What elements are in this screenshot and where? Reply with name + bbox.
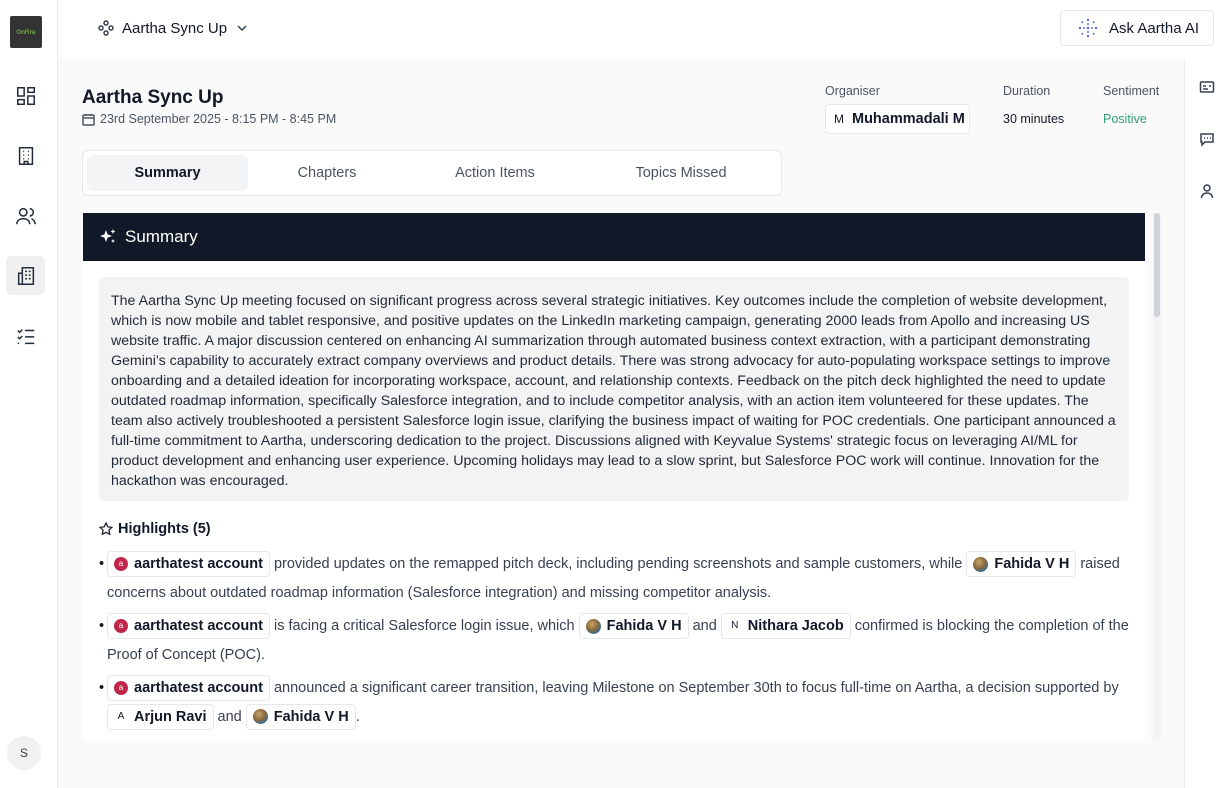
nav-dashboard-button[interactable] (6, 76, 45, 115)
participant-chip[interactable] (107, 551, 270, 577)
highlight-text: is facing a critical Salesforce login issue, which (269, 618, 579, 634)
tab-topics-missed[interactable]: Topics Missed (635, 165, 727, 181)
office-building-icon (15, 265, 37, 287)
tab-summary[interactable]: Summary (87, 155, 248, 191)
organiser-chip[interactable] (825, 104, 970, 134)
avatar: A (117, 710, 125, 722)
right-rail (1184, 59, 1232, 788)
sparkles-icon (99, 228, 117, 246)
content-bottom-edge (58, 741, 1184, 788)
top-bar (58, 0, 1232, 59)
participant-chip[interactable] (246, 704, 356, 730)
meeting-date-text: 23rd September 2025 - 8:15 PM - 8:45 PM (100, 112, 337, 126)
summary-card-header (83, 213, 1145, 261)
avatar: • a (114, 681, 128, 695)
summary-text: The Aartha Sync Up meeting focused on significant progress across several strategic initiatives. Key outcomes include the completion of website development, which is now mobile and tablet responsive, and positive updates on the LinkedIn marketing campaign, generating 2000 leads from Apollo and increasing US website traffic. A major discussion centered on enhancing AI summarization through automated business context extraction, with a participant demonstrating Gemini's capability to accurately extract company overviews and product details. There was strong advocacy for auto-populating workspace settings to improve onboarding and a detailed ideation for incorporating workspace, account, and relationship contexts. Feedback on the pitch deck highlighted the need to update outdated roadmap information, specifically Salesforce integration, and to include competitor analysis, with an action item volunteered for these updates. The team also actively troubleshooted a persistent Salesforce login issue, clarifying the business impact of waiting for POC credentials. One participant announced a full-time commitment to Aartha, underscoring dedication to the project. Discussions aligned with Keyvalue Systems' strategic focus on leveraging AI/ML for product development and enhancing user experience. Upcoming holidays may lead to a slow sprint, but Salesforce POC work will continue. Innovation for the hackathon was encouraged. (99, 277, 1129, 501)
chevron-down-icon (235, 21, 249, 35)
ask-ai-button[interactable] (1060, 10, 1214, 46)
highlight-text: . (355, 708, 360, 725)
app-logo[interactable] (10, 16, 42, 48)
organiser-avatar: M (834, 112, 844, 126)
sentiment-label: Sentiment (1103, 84, 1160, 98)
participant-name: aarthatest account (134, 618, 263, 635)
meeting-title: Aartha Sync Up (82, 87, 224, 108)
highlights-list (99, 550, 1139, 736)
app-logo-text: OnFire (16, 28, 36, 36)
highlight-text: raised concerns about outdated roadmap information (Salesforce integration) and missing competitor analysis. (107, 556, 1120, 601)
avatar (973, 557, 988, 572)
sentiment-value: Positive (1103, 112, 1147, 126)
star-icon (99, 522, 113, 536)
participants-panel-button[interactable] (1199, 183, 1219, 203)
left-nav-rail (0, 0, 58, 788)
participant-name: aarthatest account (134, 556, 263, 573)
participant-chip[interactable] (107, 675, 270, 701)
meeting-date (82, 112, 336, 126)
avatar (586, 619, 601, 634)
highlights-title (99, 521, 211, 537)
nav-meetings-button[interactable] (6, 256, 45, 295)
summary-heading: Summary (125, 227, 198, 246)
highlight-text: and (688, 618, 721, 634)
ai-sparkle-icon (1077, 17, 1099, 39)
participant-name: Nithara Jacob (747, 618, 844, 635)
participant-name: aarthatest account (134, 680, 263, 697)
duration-value: 30 minutes (1003, 112, 1065, 126)
highlight-text: announced a significant career transition, leaving Milestone on September 30th to focus full-time on Aartha, a decision supported by (269, 680, 1119, 696)
user-icon (1199, 183, 1215, 199)
participant-name: Fahida V H (273, 708, 349, 725)
participant-chip[interactable] (579, 613, 689, 639)
highlight-text: provided updates on the remapped pitch deck, including pending screenshots and sample customers, while (269, 556, 967, 572)
avatar: • a (114, 557, 128, 571)
participant-name: Fahida V H (994, 556, 1070, 573)
workspace-selector[interactable] (98, 17, 249, 39)
nav-people-button[interactable] (6, 196, 45, 235)
organiser-label: Organiser (825, 84, 880, 98)
list-item (99, 674, 1139, 731)
organiser-name: Muhammadali M (852, 111, 965, 127)
users-icon (15, 205, 37, 227)
participant-name: Arjun Ravi (134, 708, 207, 725)
id-card-icon (1199, 79, 1215, 95)
user-avatar[interactable]: S (7, 736, 41, 770)
duration-label: Duration (1003, 84, 1051, 98)
nav-tasks-button[interactable] (6, 316, 45, 355)
dashboard-icon (15, 85, 37, 107)
participant-chip[interactable] (107, 613, 270, 639)
workspace-icon (98, 20, 114, 36)
participant-chip[interactable] (966, 551, 1076, 577)
highlight-text: and (213, 708, 246, 725)
meeting-tabs (82, 150, 782, 196)
avatar (253, 709, 268, 724)
tab-action-items[interactable]: Action Items (455, 165, 535, 181)
participant-name: Fahida V H (606, 618, 682, 635)
content-scrollbar[interactable] (1153, 213, 1161, 741)
summary-card (83, 213, 1145, 788)
highlight-text: confirmed is blocking the completion of the Proof of Concept (POC). (107, 618, 1129, 663)
list-item (99, 612, 1139, 669)
workspace-label: Aartha Sync Up (122, 19, 228, 37)
avatar: • a (114, 619, 128, 633)
participant-chip[interactable] (721, 613, 851, 639)
participant-chip[interactable] (107, 704, 214, 730)
checklist-icon (15, 325, 37, 347)
details-panel-button[interactable] (1199, 79, 1219, 99)
calendar-icon (82, 113, 95, 126)
ask-ai-label: Ask Aartha AI (1109, 19, 1200, 37)
chat-icon (1199, 131, 1215, 147)
chat-panel-button[interactable] (1199, 131, 1219, 151)
nav-accounts-button[interactable] (6, 136, 45, 175)
scrollbar-thumb[interactable] (1154, 213, 1160, 317)
building-icon (15, 145, 37, 167)
tab-chapters[interactable]: Chapters (297, 165, 357, 181)
avatar: N (731, 620, 739, 632)
highlights-title-text: Highlights (5) (118, 521, 211, 537)
list-item (99, 550, 1139, 607)
